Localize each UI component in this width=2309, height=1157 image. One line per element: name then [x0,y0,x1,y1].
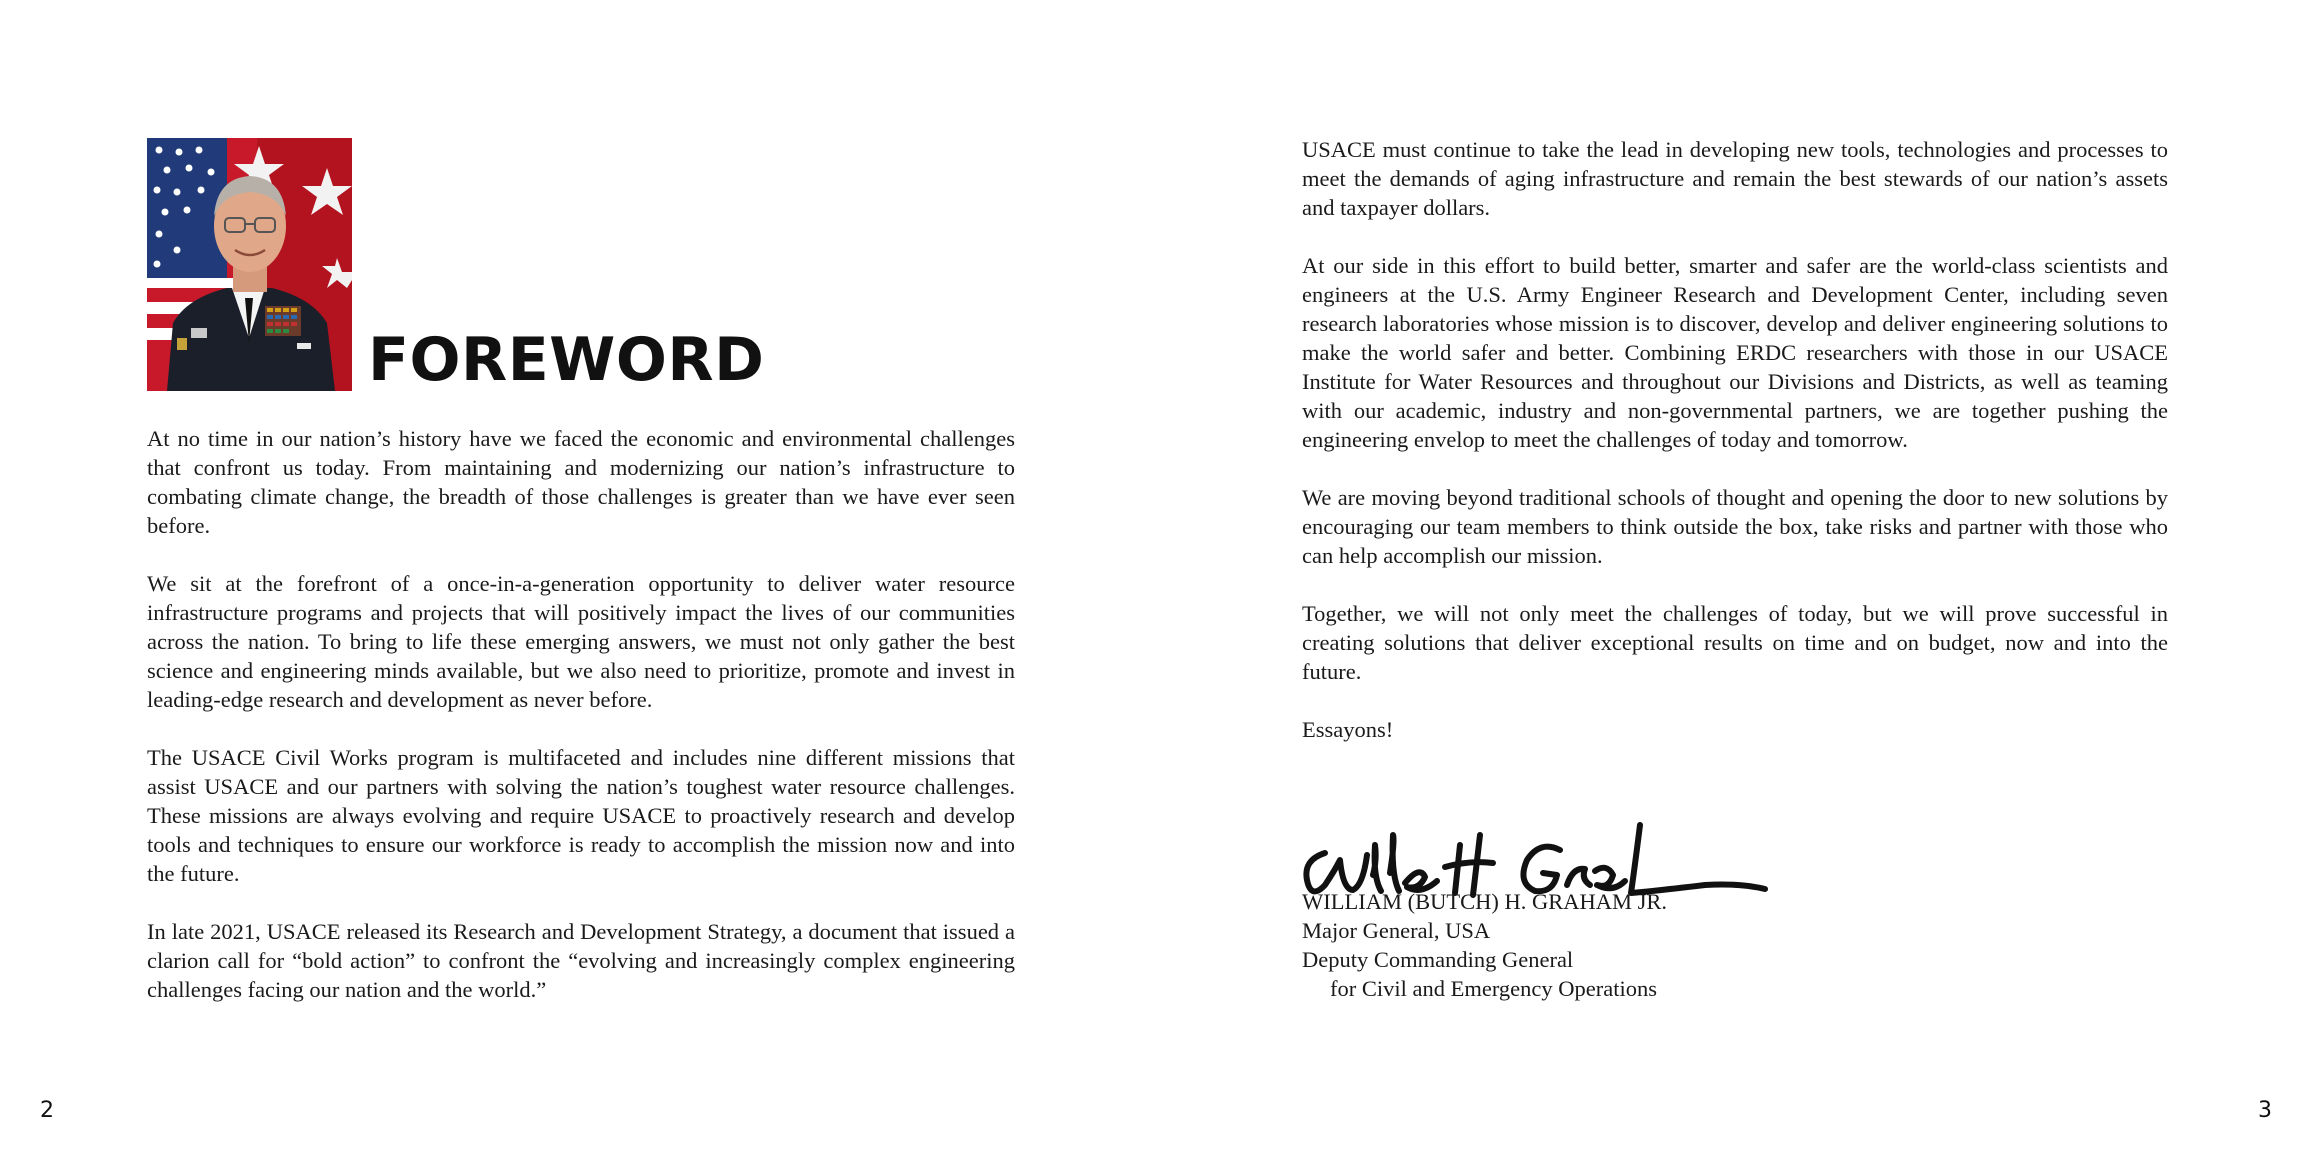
portrait-photo [147,138,352,391]
foreword-heading: FOREWORD [368,325,765,395]
paragraph: At our side in this effort to build better, smarter and safer are the world-class scientists and engineers at the U.S. Army Engineer Research and Development Center, including seven research laboratories whose mission is to discover, develop and deliver engineering solutions to make the world safer and better. Combining ERDC researchers with those in our USACE Institute for Water Resources and throughout our Divisions and Districts, as well as teaming with our academic, industry and non-governmental partners, we are together pushing the engineering envelop to meet the challenges of today and tomorrow. [1302,253,2168,452]
closing-salutation: Essayons! [1302,717,1394,742]
signer-rank: Major General, USA [1302,918,1491,943]
signer-title: Deputy Commanding General [1302,947,1574,972]
paragraph: Together, we will not only meet the challenges of today, but we will prove successful in creating solutions that deliver exceptional results on time and on budget, now and into the future. [1302,601,2168,684]
left-page [0,0,1154,1157]
paragraph: The USACE Civil Works program is multifaceted and includes nine different missions that assist USACE and our partners with solving the nation’s toughest water resource challenges. These missions are always evolving and require USACE to proactively research and develop tools and techniques to ensure our workforce is ready to accomplish the mission now and into the future. [147,745,1015,886]
paragraph: At no time in our nation’s history have we faced the economic and environmental challenges that confront us today. From maintaining and modernizing our nation’s infrastructure to combating climate change, the breadth of those challenges is greater than we have ever seen before. [147,426,1015,538]
paragraph: We sit at the forefront of a once-in-a-generation opportunity to deliver water resource infrastructure programs and projects that will positively impact the lives of our communities across the nation. To bring to life these emerging answers, we must not only gather the best science and engineering minds available, but we also need to prioritize, promote and invest in leading-edge research and development as never before. [147,571,1015,712]
signer-name: WILLIAM (BUTCH) H. GRAHAM JR. [1302,889,1667,914]
page-number-left: 2 [40,1098,54,1123]
signer-title-continued: for Civil and Emergency Operations [1330,976,1657,1001]
right-page [1155,0,2309,1157]
paragraph: USACE must continue to take the lead in developing new tools, technologies and processes to meet the demands of aging infrastructure and remain the best stewards of our nation’s assets and taxpayer dollars. [1302,137,2168,220]
portrait-illustration [147,138,352,391]
right-text-column [1302,135,2168,773]
paragraph: We are moving beyond traditional schools of thought and opening the door to new solutions by encouraging our team members to think outside the box, take risks and partner with those who can help accomplish our mission. [1302,485,2168,568]
left-text-column [147,424,1015,1033]
paragraph: In late 2021, USACE released its Research and Development Strategy, a document that issued a clarion call for “bold action” to confront the “evolving and increasingly complex engineering challenges facing our nation and the world.” [147,919,1015,1002]
page-number-right: 3 [2258,1098,2272,1123]
signer-block [1302,887,1667,1003]
